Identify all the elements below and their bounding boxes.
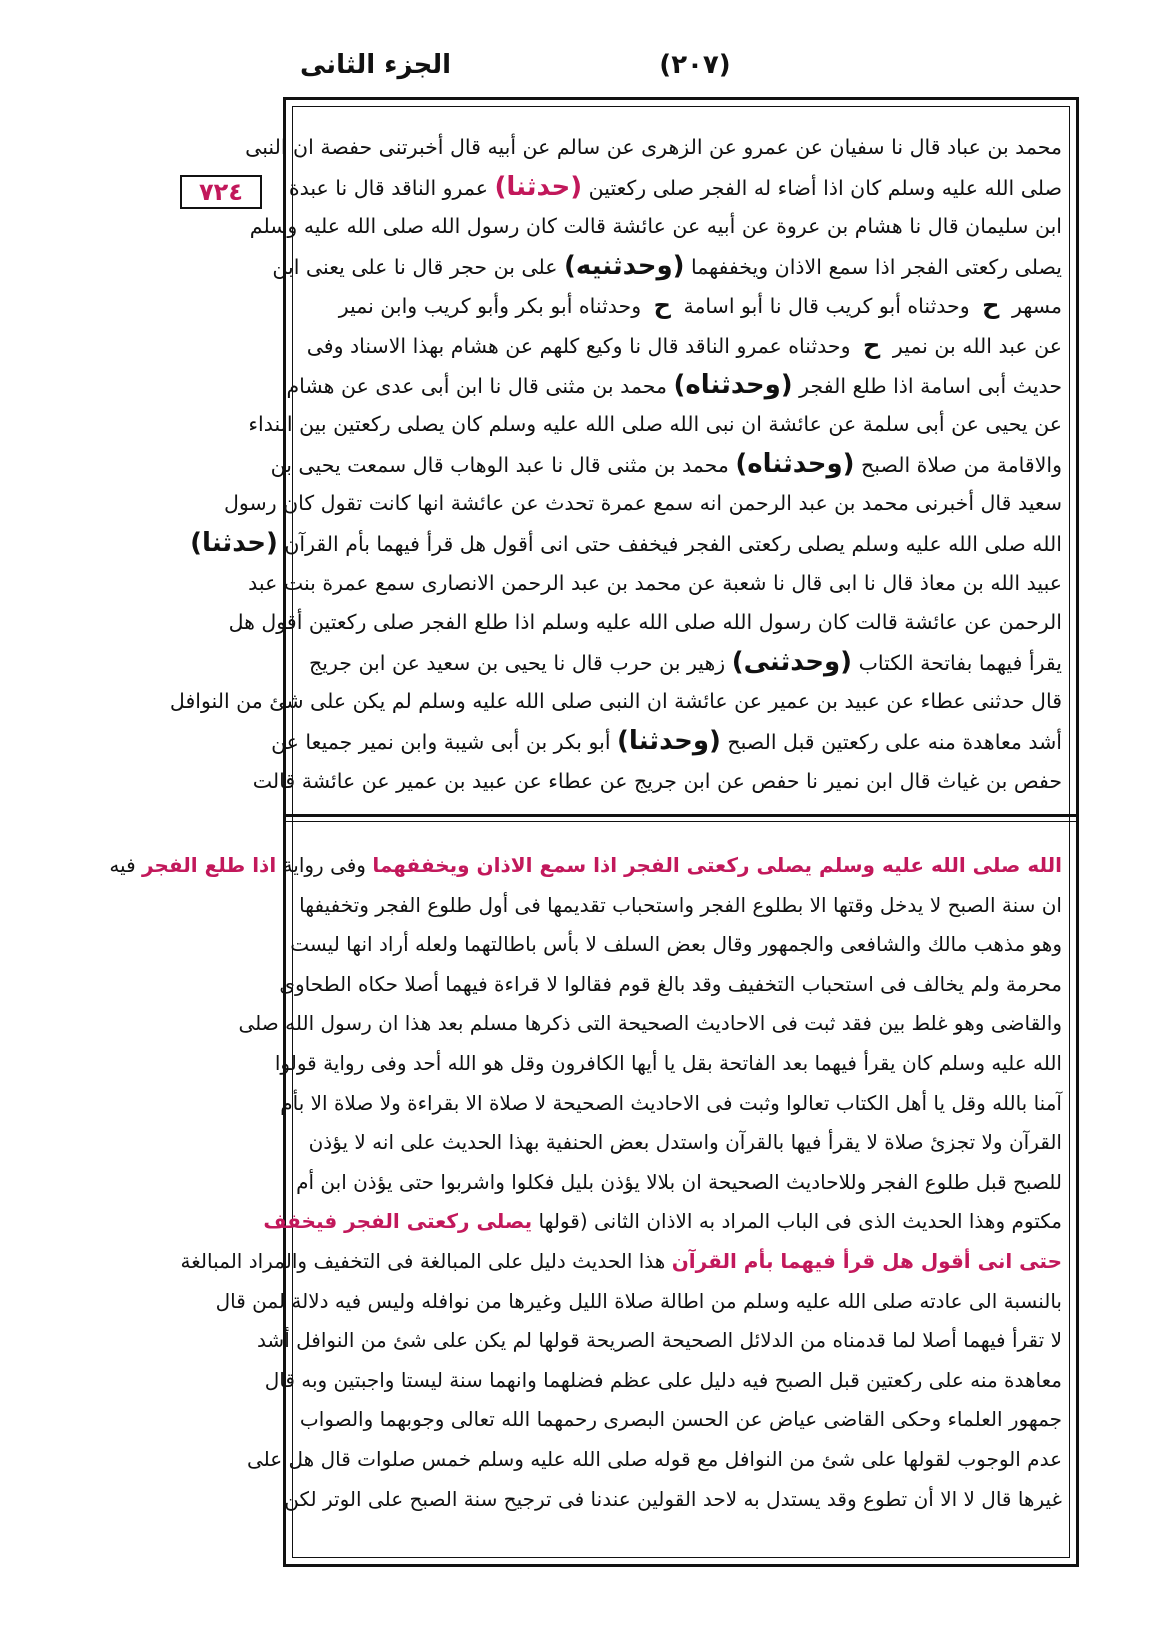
hadith-line [288, 168, 1062, 208]
hadith-line [300, 643, 1062, 683]
text-segment: على بن حجر قال نا على يعنى ابن [272, 254, 565, 279]
text-segment: ابن سليمان قال نا هشام بن عروة عن أبيه عن عائشة قالت كان رسول الله صلى الله عليه وسلم [249, 214, 1062, 239]
text-segment: وحدثناه أبو كريب قال نا أبو اسامة [676, 294, 977, 319]
commentary-line [300, 886, 1062, 926]
commentary-text [109, 846, 1062, 1519]
text-segment: محمد بن مثنى قال نا ابن أبى عدى عن هشام [286, 373, 674, 398]
text-segment: أشد معاهدة منه على ركعتين قبل الصبح [720, 729, 1062, 754]
text-segment: قال حدثنى عطاء عن عبيد بن عمير عن عائشة ان النبى صلى الله عليه وسلم لم يكن على شئ من النوافل [169, 689, 1062, 714]
text-segment: عن يحيى عن أبى سلمة عن عائشة ان نبى الله صلى الله عليه وسلم كان يصلى ركعتين بين النداء [248, 412, 1062, 437]
text-segment: حفص بن غياث قال ابن نمير نا حفص عن ابن جريج عن عطاء عن عبيد بن عمير عن عائشة قالت [252, 768, 1062, 793]
text-segment: عمرو الناقد قال نا عبدة [288, 175, 495, 200]
text-segment: غيرها قال لا الا أن تطوع وقد يستدل به لاحد القولين عندنا فى ترجيح سنة الصبح على الوتر لكن [284, 1486, 1062, 1511]
hadith-line [270, 445, 1062, 485]
commentary-line [180, 1242, 1062, 1282]
text-segment: آمنا بالله وقل يا أهل الكتاب تعالوا وثبت فى الاحاديث الصحيحة لا صلاة الا بقراءة ولا صلاة الا بأم [280, 1090, 1062, 1115]
commentary-line [246, 1440, 1062, 1480]
hadith-line [272, 247, 1062, 287]
tahwil-mark: ح [863, 330, 881, 359]
chain-keyword: (وحدثنى) [731, 646, 853, 677]
commentary-line [274, 1044, 1062, 1084]
section-divider [283, 814, 1079, 822]
hadith-line [252, 762, 1062, 802]
tahwil-mark: ح [653, 291, 671, 320]
chain-keyword: (وحدثنا) [617, 725, 721, 756]
hadith-line [169, 682, 1062, 722]
text-segment: فيه [109, 853, 142, 877]
page-number: (٢٠٧) [659, 50, 731, 80]
commentary-line [296, 1163, 1062, 1203]
text-segment: بالنسبة الى عادته صلى الله عليه وسلم من اطالة صلاة الليل وغيرها من نوافله وليس فيه دلالة لمن قال [215, 1288, 1062, 1313]
hadith-line [300, 286, 1062, 326]
volume-title: الجزء الثانى [300, 50, 452, 80]
text-segment: الرحمن عن عائشة قالت كان رسول الله صلى الله عليه وسلم اذا طلع الفجر صلى ركعتين أقول هل [228, 610, 1062, 635]
text-segment: وحدثناه عمرو الناقد قال نا وكيع كلهم عن هشام بهذا الاسناد وفى [306, 333, 858, 358]
hadith-line [248, 405, 1062, 445]
hadith-line [248, 564, 1062, 604]
text-segment: عبيد الله بن معاذ قال نا ابى قال نا شعبة عن محمد بن عبد الرحمن الانصارى سمع عمرة بنت عبد [248, 570, 1062, 595]
commentary-line [290, 925, 1062, 965]
chain-keyword: (وحدثناه) [735, 448, 855, 479]
hadith-number-box: ٧٢٤ [180, 175, 262, 209]
text-segment: القرآن ولا تجزئ صلاة لا يقرأ فيها بالقرآن واستدل بعض الحنفية بهذا الحديث على انه لا يؤذن [308, 1130, 1062, 1155]
text-segment: محرمة ولم يخالف فى استحباب التخفيف وقد بالغ قوم فقالوا لا قراءة فيهما أصلا حكاه الطحاوى [279, 971, 1062, 996]
text-segment: للصبح قبل طلوع الفجر وللاحاديث الصحيحة ان بلالا يؤذن بليل فكلوا واشربوا حتى يؤذن ابن أم [296, 1169, 1062, 1194]
text-segment: والقاضى وهو غلط بين فقد ثبت فى الاحاديث الصحيحة التى ذكرها مسلم بعد هذا ان رسول الله صلى [238, 1011, 1062, 1036]
text-segment: الله صلى الله عليه وسلم يصلى ركعتى الفجر فيخفف حتى انى أقول هل قرأ فيهما بأم القرآن [277, 531, 1062, 556]
text-segment: مسهر [1005, 294, 1062, 319]
hadith-line [228, 603, 1062, 643]
hadith-line [190, 524, 1062, 564]
text-segment: وهو مذهب مالك والشافعى والجمهور وقال بعض السلف لا بأس باطالتهما ولعله أراد انها ليست [290, 932, 1062, 957]
commentary-line [300, 1123, 1062, 1163]
commentary-line [215, 1282, 1062, 1322]
text-segment: هذا الحديث دليل على المبالغة فى التخفيف والمراد المبالغة [180, 1248, 672, 1273]
text-segment: لا تقرأ فيهما أصلا لما قدمناه من الدلائل الصحيحة الصريحة قولها لم يكن على شئ من النوافل أشد [256, 1328, 1062, 1353]
chain-keyword: (حدثنا) [190, 527, 278, 558]
text-segment: عن عبد الله بن نمير [886, 333, 1062, 358]
chain-keyword: (وحدثناه) [673, 369, 793, 400]
text-segment: يقرأ فيهما بفاتحة الكتاب [852, 650, 1062, 675]
commentary-line [263, 1202, 1062, 1242]
text-segment: معاهدة منه على ركعتين قبل الصبح فيه دليل على عظم فضلهما وانهما سنة ليستا واجبتين وبه قال [264, 1367, 1062, 1392]
text-segment: وحدثناه أبو بكر وأبو كريب وابن نمير [338, 294, 648, 319]
commentary-line [280, 1084, 1062, 1124]
commentary-line [264, 1361, 1062, 1401]
quoted-matn: اذا طلع الفجر [142, 853, 277, 877]
quoted-matn: يصلى ركعتى الفجر فيخفف [263, 1209, 533, 1234]
tahwil-mark: ح [982, 291, 1000, 320]
commentary-line [284, 1480, 1062, 1520]
commentary-line [279, 965, 1062, 1005]
quoted-matn: حتى انى أقول هل قرأ فيهما بأم القرآن [671, 1248, 1062, 1273]
text-segment: مكتوم وهذا الحديث الذى فى الباب المراد به الاذان الثانى (قولها [532, 1209, 1062, 1234]
text-segment: والاقامة من صلاة الصبح [854, 452, 1062, 477]
commentary-line [256, 1321, 1062, 1361]
text-segment: عدم الوجوب لقولها على شئ من النوافل مع قوله صلى الله عليه وسلم خمس صلوات قال هل على [246, 1446, 1062, 1471]
commentary-line [109, 846, 1062, 886]
text-segment: وفى رواية [276, 853, 373, 877]
hadith-line [224, 484, 1062, 524]
text-segment: محمد بن عباد قال نا سفيان عن عمرو عن الزهرى عن سالم عن أبيه قال أخبرتنى حفصة ان النبى [245, 135, 1062, 159]
text-segment: جمهور العلماء وحكى القاضى عياض عن الحسن البصرى رحمهما الله تعالى وجوبهما والصواب [299, 1407, 1062, 1432]
hadith-line [271, 722, 1062, 762]
text-segment: زهير بن حرب قال نا يحيى بن سعيد عن ابن جريج [309, 650, 732, 675]
text-segment: صلى الله عليه وسلم كان اذا أضاء له الفجر صلى ركعتين [582, 175, 1062, 200]
page-header [300, 50, 1090, 98]
chain-keyword: (حدثنا) [494, 171, 583, 202]
commentary-line [238, 1004, 1062, 1044]
text-segment: يصلى ركعتى الفجر اذا سمع الاذان ويخففهما [684, 254, 1062, 279]
hadith-line [245, 128, 1062, 168]
hadith-line [249, 207, 1062, 247]
text-segment: محمد بن مثنى قال نا عبد الوهاب قال سمعت يحيى بن [270, 452, 736, 477]
text-segment: سعيد قال أخبرنى محمد بن عبد الرحمن انه سمع عمرة تحدث عن عائشة انها كانت تقول كان رسول [224, 491, 1062, 516]
text-segment: أبو بكر بن أبى شيبة وابن نمير جميعا عن [271, 729, 618, 754]
quoted-matn: الله صلى الله عليه وسلم يصلى ركعتى الفجر اذا سمع الاذان ويخففهما [372, 853, 1062, 877]
text-segment: الله عليه وسلم كان يقرأ فيهما بعد الفاتحة بقل يا أيها الكافرون وقل هو الله أحد وفى رواية قولوا [274, 1050, 1062, 1075]
text-segment: ان سنة الصبح لا يدخل وقتها الا بطلوع الفجر واستحباب تقديمها فى أول طلوع الفجر وتخفيفها [299, 892, 1062, 917]
commentary-line [300, 1400, 1062, 1440]
chain-keyword: (وحدثنيه) [564, 250, 685, 281]
hadith-line [300, 326, 1062, 366]
hadith-line [286, 366, 1062, 406]
text-segment: حديث أبى اسامة اذا طلع الفجر [792, 373, 1062, 398]
